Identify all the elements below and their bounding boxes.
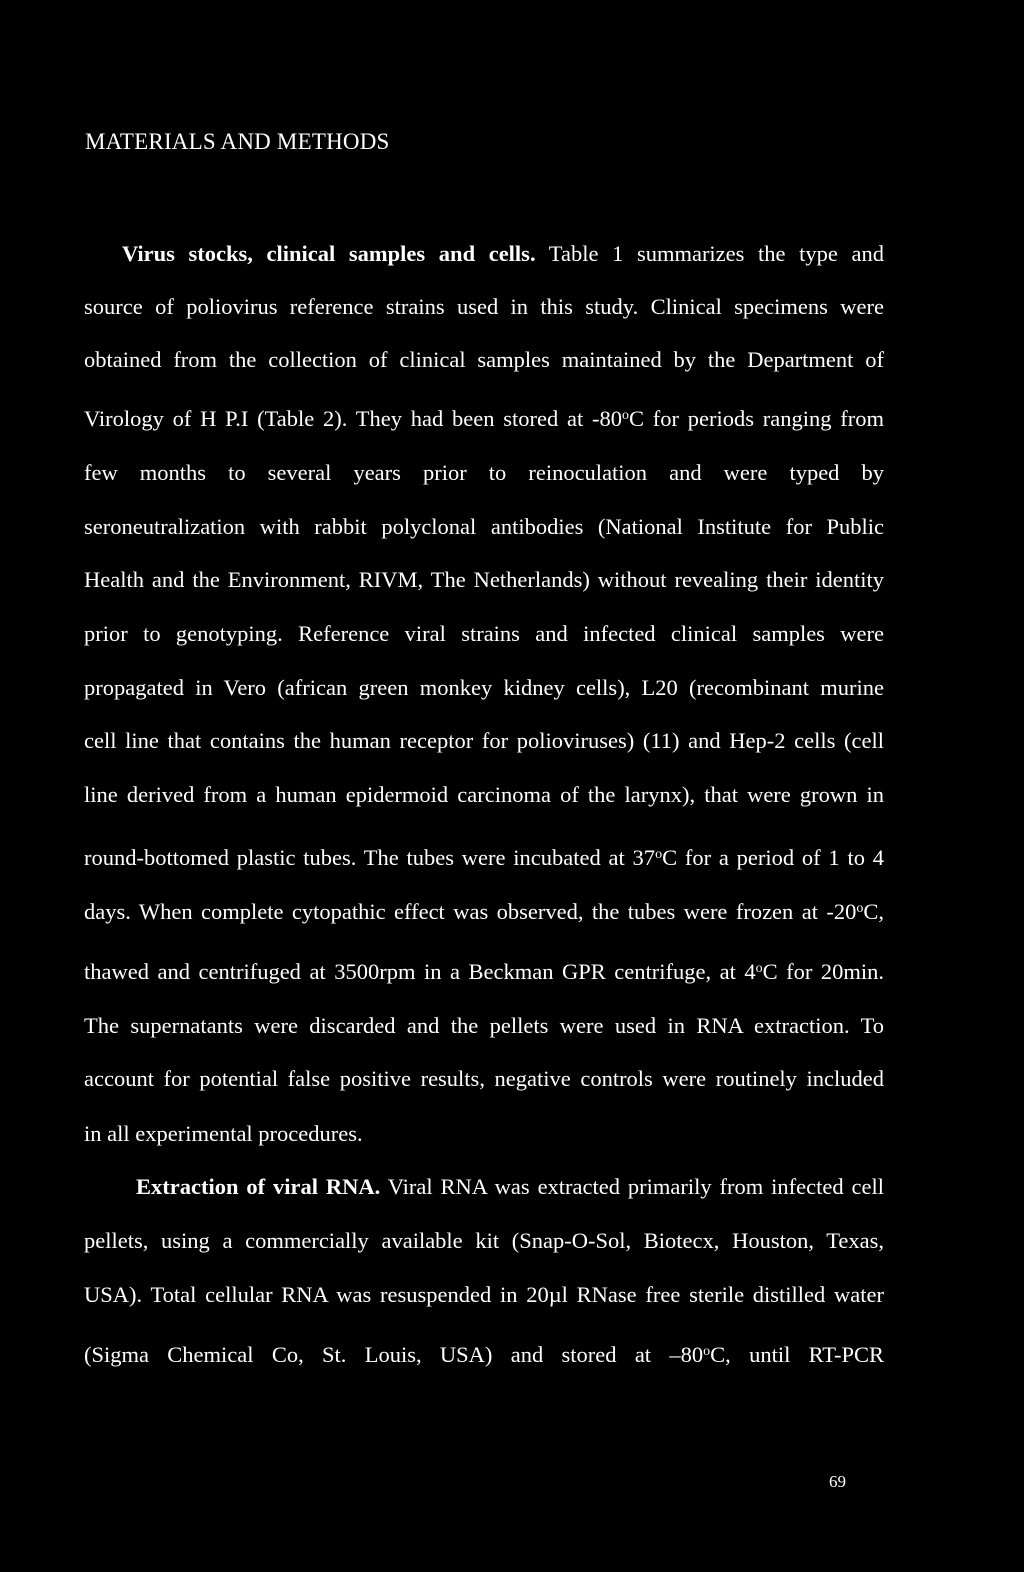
degree-superscript: o	[703, 1344, 711, 1359]
paragraph-line: Virus stocks, clinical samples and cells. Table 1 summarizes the type and	[122, 241, 885, 266]
degree-superscript: o	[856, 901, 864, 916]
section-heading: MATERIALS AND METHODS	[85, 129, 390, 154]
paragraph-line: (Sigma Chemical Co, St. Louis, USA) and stored at –80$^o$C, until RT-PCR	[84, 1342, 884, 1367]
paragraph-line: Health and the Environment, RIVM, The Netherlands) without revealing their identity	[84, 567, 884, 592]
paragraph-line: obtained from the collection of clinical samples maintained by the Department of	[84, 347, 884, 372]
paragraph-line: prior to genotyping. Reference viral strains and infected clinical samples were	[84, 621, 884, 646]
paragraph-line: Extraction of viral RNA. Viral RNA was extracted primarily from infected cell	[136, 1174, 884, 1199]
paragraph-line: USA). Total cellular RNA was resuspended in 20µl RNase free sterile distilled water	[84, 1282, 884, 1307]
paragraph-line: days. When complete cytopathic effect was observed, the tubes were frozen at -20$^o$C,	[84, 899, 884, 924]
paragraph-line: thawed and centrifuged at 3500rpm in a Beckman GPR centrifuge, at 4$^o$C for 20min.	[84, 959, 884, 984]
paragraph-line: pellets, using a commercially available kit (Snap-O-Sol, Biotecx, Houston, Texas,	[84, 1228, 884, 1253]
paragraph-line: account for potential false positive results, negative controls were routinely included	[84, 1066, 884, 1091]
paragraph-line: source of poliovirus reference strains used in this study. Clinical specimens were	[84, 294, 884, 319]
paragraph-line: seroneutralization with rabbit polyclonal antibodies (National Institute for Public	[84, 514, 884, 539]
run-in-title-virus-stocks: Virus stocks, clinical samples and cells.	[122, 241, 536, 266]
paragraph-line: in all experimental procedures.	[84, 1121, 363, 1146]
paragraph-line: round-bottomed plastic tubes. The tubes were incubated at 37$^o$C for a period of 1 to 4	[84, 845, 884, 870]
paragraph-line: cell line that contains the human receptor for polioviruses) (11) and Hep-2 cells (cell	[84, 728, 884, 753]
page-number: 69	[829, 1472, 846, 1491]
paragraph-line: propagated in Vero (african green monkey kidney cells), L20 (recombinant murine	[84, 675, 884, 700]
paragraph-line: line derived from a human epidermoid carcinoma of the larynx), that were grown in	[84, 782, 884, 807]
paragraph-line: few months to several years prior to reinoculation and were typed by	[84, 460, 884, 485]
degree-superscript: o	[655, 847, 663, 862]
paragraph-line: The supernatants were discarded and the pellets were used in RNA extraction. To	[84, 1013, 884, 1038]
paragraph-line: Virology of H P.I (Table 2). They had been stored at -80$^o$C for periods ranging from	[84, 406, 885, 431]
degree-superscript: o	[621, 408, 629, 423]
run-in-title-rna-extraction: Extraction of viral RNA.	[136, 1174, 381, 1199]
degree-superscript: o	[755, 961, 763, 976]
